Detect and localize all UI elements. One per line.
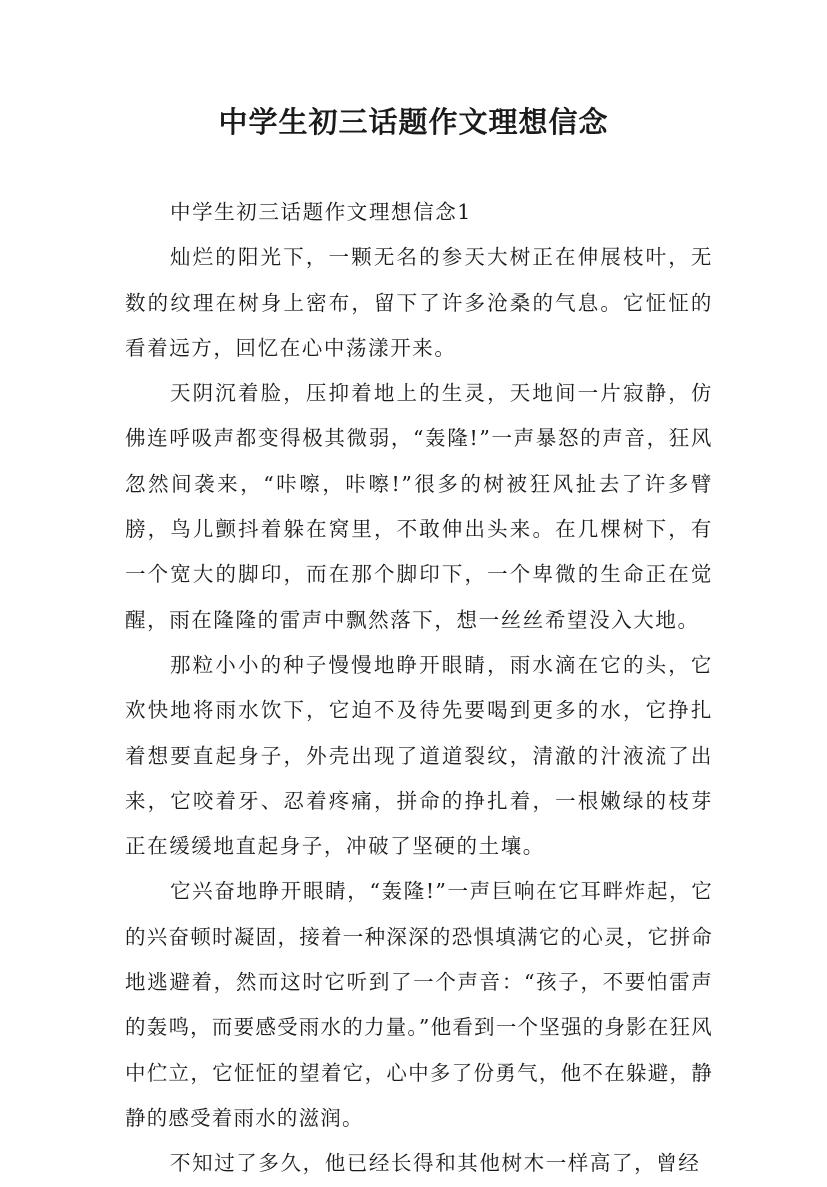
paragraph-4: 它兴奋地睁开眼睛，“轰隆!”一声巨响在它耳畔炸起，它的兴奋顿时凝固，接着一种深深的恐惧填满它的心灵，它拼命地逃避着，然而这时它听到了一个声音：“孩子，不要怕雷声的轰鸣，而要感受雨水的力量。”他看到一个坚强的身影在狂风中伫立，它怔怔的望着它，心中多了份勇气，他不在躲避，静静的感受着雨水的滋润。 [125, 879, 713, 1130]
paragraph-5: 不知过了多久，他已经长得和其他树木一样高了，曾经 [170, 1151, 701, 1176]
paragraph-2: 天阴沉着脸，压抑着地上的生灵，天地间一片寂静，仿佛连呼吸声都变得极其微弱，“轰隆!”一声暴怒的声音，狂风忽然间袭来，“咔嚓，咔嚓!”很多的树被狂风扯去了许多臂膀，鸟儿颤抖着躲在窝里，不敢伸出头来。在几棵树下，有一个宽大的脚印，而在那个脚印下，一个卑微的生命正在觉醒，雨在隆隆的雷声中飘然落下，想一丝丝希望没入大地。 [125, 381, 713, 632]
paragraph-1: 灿烂的阳光下，一颗无名的参天大树正在伸展枝叶，无数的纹理在树身上密布，留下了许多沧桑的气息。它怔怔的看着远方，回忆在心中荡漾开来。 [125, 245, 713, 360]
document-body [125, 190, 713, 1187]
paragraph-3: 那粒小小的种子慢慢地睁开眼睛，雨水滴在它的头，它欢快地将雨水饮下，它迫不及待先要喝到更多的水，它挣扎着想要直起身子，外壳出现了道道裂纹，清澈的汁液流了出来，它咬着牙、忍着疼痛，拼命的挣扎着，一根嫩绿的枝芽正在缓缓地直起身子，冲破了坚硬的土壤。 [125, 652, 713, 859]
section-heading: 中学生初三话题作文理想信念1 [170, 200, 472, 224]
document-title: 中学生初三话题作文理想信念 [218, 105, 609, 139]
